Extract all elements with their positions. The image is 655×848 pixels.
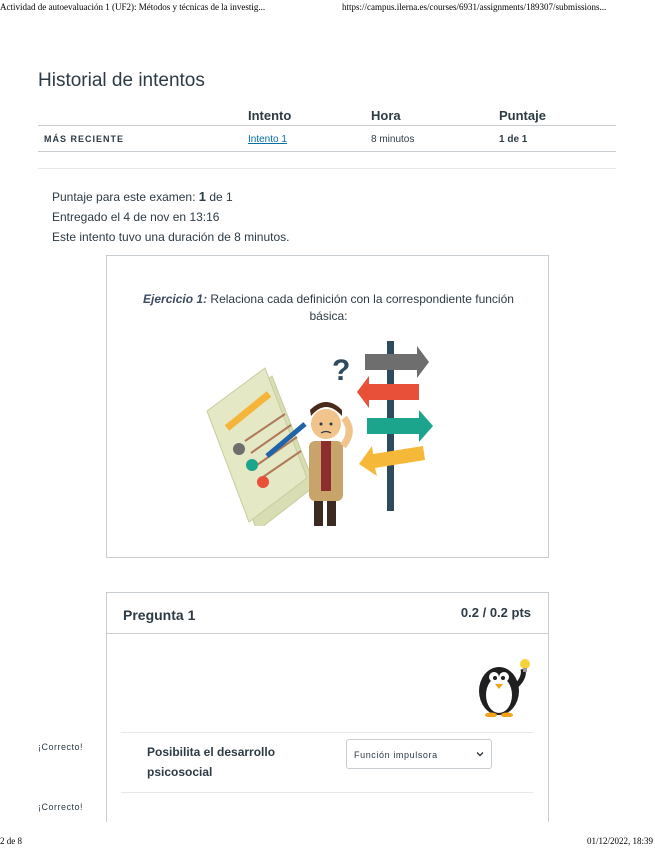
question-header — [107, 593, 548, 634]
submission-summary — [52, 187, 290, 247]
column-attempt: Intento — [248, 108, 292, 123]
confused-student-illustration — [197, 336, 457, 526]
print-url: https://campus.ilerna.es/courses/6931/assignments/189307/submissions... — [342, 2, 607, 12]
print-title: Actividad de autoevaluación 1 (UF2): Métodos y técnicas de la investig... — [0, 2, 266, 12]
papers-icon — [207, 368, 315, 526]
correct-feedback: ¡Correcto! — [38, 742, 84, 752]
submitted-line: Entregado el 4 de nov en 13:16 — [52, 210, 220, 224]
match-item-label: Posibilita el desarrollo psicosocial — [147, 745, 276, 779]
score-line: Puntaje para este examen: 1 de 1 — [52, 189, 233, 204]
print-datetime: 01/12/2022, 18:39 — [586, 836, 653, 846]
column-time: Hora — [371, 108, 401, 123]
exercise-statement — [123, 291, 534, 325]
divider — [121, 792, 533, 793]
lightbulb-icon — [520, 659, 530, 669]
question-points: 0.2 / 0.2 pts — [460, 605, 531, 620]
score-value: 1 — [198, 189, 206, 204]
question-card — [106, 592, 549, 822]
correct-feedback: ¡Correcto! — [38, 802, 84, 812]
exercise-lead: Ejercicio 1: — [143, 292, 208, 306]
student-icon — [309, 402, 349, 526]
duration-line: Este intento tuvo una duración de 8 minutos. — [52, 230, 290, 244]
chevron-down-icon — [476, 750, 484, 758]
divider — [38, 168, 616, 169]
column-score: Puntaje — [499, 108, 546, 123]
attempt-label: MÁS RECIENTE — [44, 134, 125, 144]
attempt-score: 1 de 1 — [499, 134, 528, 145]
answer-select[interactable] — [346, 739, 492, 769]
history-table-header — [38, 104, 616, 126]
page-number: 2 de 8 — [0, 836, 22, 846]
history-title: Historial de intentos — [38, 70, 205, 91]
print-header — [0, 2, 655, 16]
print-footer — [0, 836, 655, 848]
history-table — [38, 104, 616, 152]
table-row — [38, 126, 616, 152]
divider — [121, 732, 533, 733]
attempt-time: 8 minutos — [371, 134, 415, 145]
attempt-link[interactable]: Intento 1 — [248, 134, 287, 145]
question-title: Pregunta 1 — [123, 607, 196, 623]
answer-select-value: Función impulsora — [354, 750, 438, 760]
question-mark-icon: ? — [332, 354, 351, 387]
exercise-text: Relaciona cada definición con la correspondiente función básica: — [207, 292, 514, 323]
signpost-icon — [357, 341, 433, 511]
penguin-icon — [473, 653, 535, 717]
exercise-box — [106, 255, 549, 558]
